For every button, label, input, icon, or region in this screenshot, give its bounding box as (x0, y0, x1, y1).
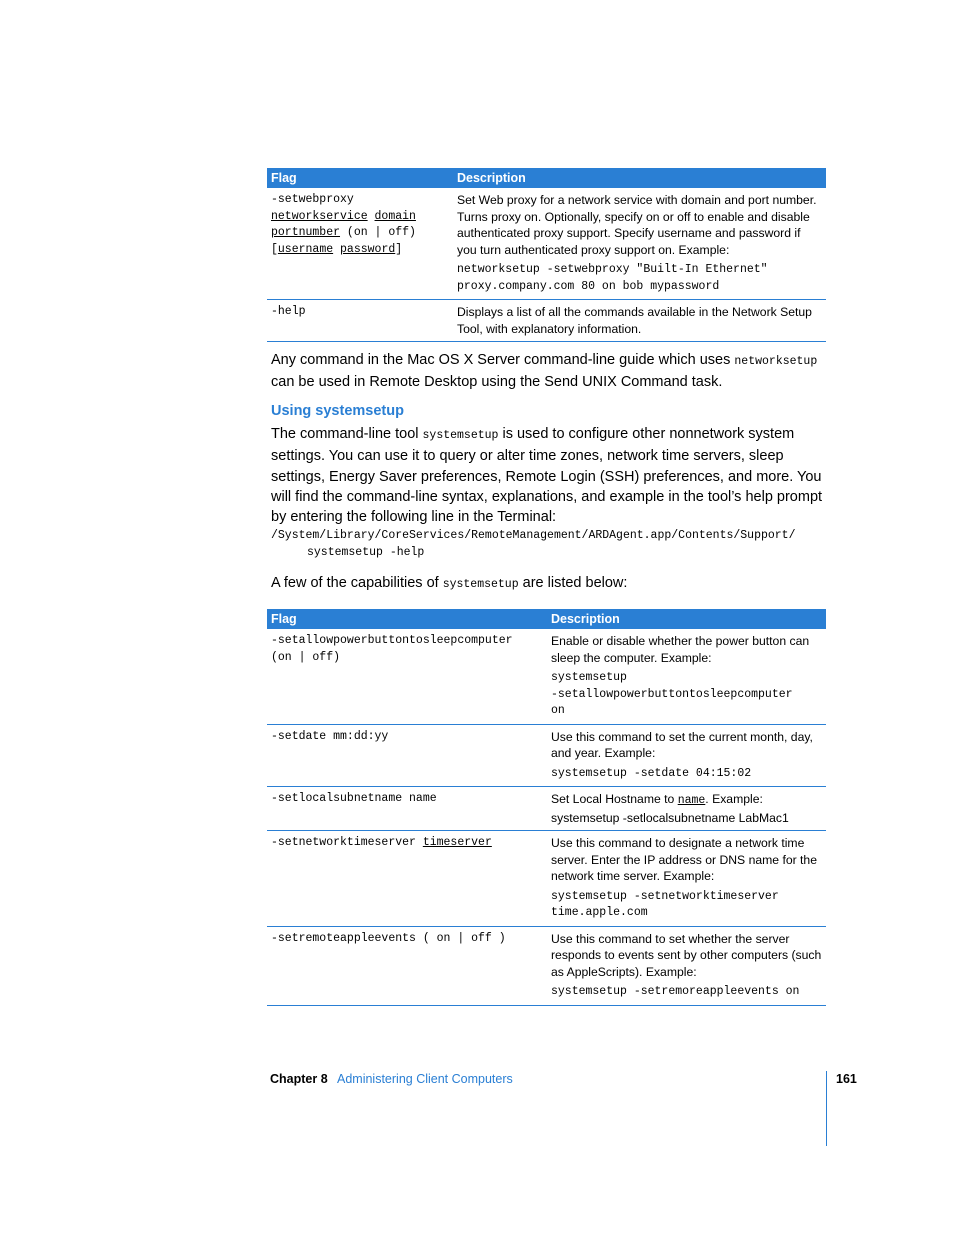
flag-cell (267, 300, 453, 342)
flag-token: (on | off) (271, 650, 341, 664)
inline-code: networksetup (734, 355, 818, 368)
description-column-header: Description (547, 609, 826, 629)
paragraph-text: A few of the capabilities of (271, 575, 443, 591)
flag-cell (267, 724, 547, 787)
flag-token: -help (271, 305, 306, 318)
intro-text: Any command in the Mac OS X Server command-line guide which uses (271, 352, 735, 368)
footer-rule (826, 1071, 827, 1146)
code-line: time.apple.com (551, 906, 648, 919)
description-block (551, 835, 822, 885)
code-line: systemsetup -help (307, 546, 425, 559)
inline-code: systemsetup (442, 578, 519, 591)
description-text: systemsetup -setlocalsubnetname LabMac1 (551, 810, 789, 825)
code-line: /System/Library/CoreServices/RemoteManagement/ARDAgent.app/Contents/Support/ (271, 529, 796, 542)
inline-code: systemsetup (422, 429, 499, 442)
code-line: proxy.company.com 80 on bob mypassword (457, 279, 720, 293)
flag-token (333, 243, 340, 256)
description-cell (453, 188, 826, 300)
example-code (551, 889, 822, 922)
terminal-command-block (271, 527, 831, 561)
flag-token: -setremoteappleevents ( on | off ) (271, 931, 506, 945)
networksetup-flag-table (267, 168, 826, 342)
flag-token: [ (271, 242, 278, 256)
description-cell (453, 300, 826, 342)
description-text: Set Web proxy for a network service with domain and port number. Turns proxy on. Optionally, specify on or off to enable and disable authenticated proxy support. Specify username and password if you turn authenticated proxy support on. Example: (457, 193, 817, 257)
flag-column-header: Flag (267, 609, 547, 629)
flag-token: -setallowpowerbuttontosleepcomputer (271, 634, 513, 647)
table-row (267, 787, 826, 831)
code-line: networksetup -setwebproxy "Built-In Ethernet" (457, 263, 768, 276)
description-block (551, 729, 822, 762)
table-row (267, 831, 826, 927)
footer-chapter-title: Administering Client Computers (337, 1072, 513, 1086)
description-block (551, 791, 822, 826)
example-code (551, 766, 822, 783)
description-cell (547, 724, 826, 787)
capabilities-paragraph (271, 573, 826, 595)
description-text: Displays a list of all the commands available in the Network Setup Tool, with explanatory information. (457, 305, 812, 336)
paragraph-text: is used to configure other nonnetwork system settings. You can use it to query or alter time zones, network time servers, sleep settings, Energy Saver preferences, Remote Login (SSH) preferences, and more. You will find the command-line syntax, explanations, and example in the tool’s help prompt by entering the following line in the Terminal: (271, 426, 823, 526)
flag-cell (267, 926, 547, 1005)
systemsetup-paragraph (271, 424, 826, 527)
description-text: . Example: (705, 792, 763, 806)
flag-cell (267, 831, 547, 927)
intro-text: can be used in Remote Desktop using the Send UNIX Command task. (271, 374, 723, 391)
flag-token: username (277, 242, 334, 256)
paragraph-text: are listed below: (518, 575, 628, 591)
description-text: Set Local Hostname to (551, 792, 678, 806)
flag-token (368, 210, 375, 223)
description-column-header: Description (453, 168, 826, 188)
code-line: systemsetup -setremoreappleevents on (551, 985, 800, 998)
flag-token: ] (395, 242, 403, 256)
flag-cell (267, 629, 547, 724)
flag-token: domain (374, 209, 416, 223)
flag-cell (267, 787, 547, 831)
code-line: systemsetup -setdate 04:15:02 (551, 766, 752, 780)
table-header-row (267, 168, 826, 188)
description-block (551, 633, 822, 666)
flag-token: -setwebproxy (271, 193, 354, 206)
systemsetup-flag-table (267, 609, 826, 1006)
flag-token: -setdate mm:dd:yy (271, 729, 389, 743)
code-line: on (551, 704, 565, 717)
flag-cell (267, 188, 453, 300)
table-row (267, 724, 826, 787)
description-cell (547, 629, 826, 724)
table-header-row (267, 609, 826, 629)
section-heading: Using systemsetup (271, 403, 404, 419)
flag-token: -setlocalsubnetname name (271, 792, 437, 805)
code-line: -setallowpowerbuttontosleepcomputer (551, 687, 793, 701)
description-cell (547, 831, 826, 927)
description-text: Use this command to set whether the server responds to events sent by other computers (such as AppleScripts). Example: (551, 931, 822, 979)
table-row (267, 629, 826, 724)
description-cell (547, 787, 826, 831)
intro-paragraph (271, 350, 826, 393)
example-code (551, 984, 822, 1001)
description-text: Enable or disable whether the power button can sleep the computer. Example: (551, 634, 810, 665)
description-text: name (677, 794, 706, 807)
description-text: Use this command to set the current month, day, and year. Example: (551, 729, 813, 760)
description-block (551, 931, 822, 981)
example-code (457, 262, 822, 295)
paragraph-text: The command-line tool (271, 426, 423, 442)
code-line: systemsetup -setnetworktimeserver (551, 889, 779, 903)
table-row (267, 188, 826, 300)
page-number: 161 (836, 1072, 857, 1086)
description-text: Use this command to designate a network time server. Enter the IP address or DNS name for the network time server. Example: (551, 836, 817, 883)
footer-chapter: Chapter 8 (270, 1072, 328, 1086)
flag-token: -setnetworktimeserver (271, 836, 423, 849)
table-row (267, 926, 826, 1005)
flag-column-header: Flag (267, 168, 453, 188)
description-cell (547, 926, 826, 1005)
flag-token: password (340, 242, 396, 256)
flag-token: networkservice (271, 209, 368, 223)
flag-token: timeserver (422, 836, 492, 849)
flag-token: portnumber (271, 226, 341, 239)
example-code (551, 670, 822, 720)
code-line: systemsetup (551, 671, 627, 684)
table-row (267, 300, 826, 342)
flag-token: (on | off) (340, 226, 416, 239)
